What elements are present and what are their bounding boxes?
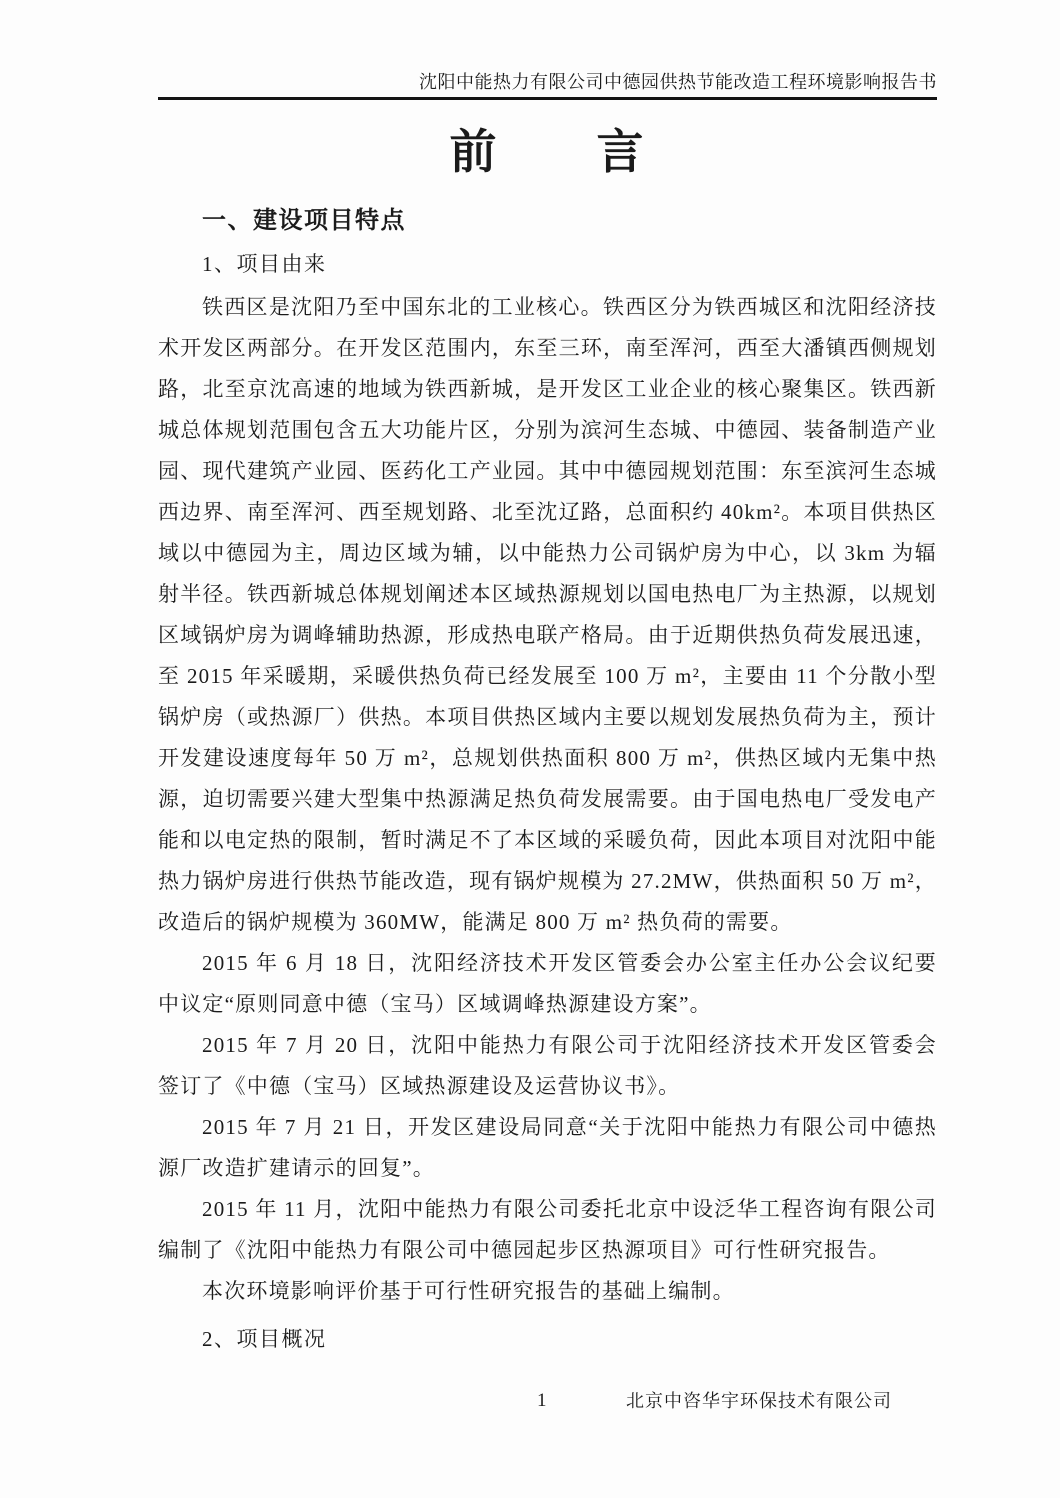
body-paragraph-6: 本次环境影响评价基于可行性研究报告的基础上编制。 — [202, 1279, 735, 1303]
page-title: 前 言 — [449, 127, 646, 179]
body-paragraph-2: 2015 年 6 月 18 日，沈阳经济技术开发区管委会办公室主任办公会议纪要中议定“原则同意中德（宝马）区域调峰热源建设方案”。 — [158, 951, 937, 1016]
body-paragraph-5: 2015 年 11 月，沈阳中能热力有限公司委托北京中设泛华工程咨询有限公司编制了《沈阳中能热力有限公司中德园起步区热源项目》可行性研究报告。 — [158, 1197, 937, 1262]
subsection-heading-1: 1、项目由来 — [202, 252, 327, 276]
header-divider — [158, 97, 937, 100]
page-header — [158, 0, 937, 100]
running-header-title: 沈阳中能热力有限公司中德园供热节能改造工程环境影响报告书 — [419, 72, 937, 92]
footer-company-name: 北京中咨华宇环保技术有限公司 — [626, 1391, 892, 1411]
body-paragraph-4: 2015 年 7 月 21 日，开发区建设局同意“关于沈阳中能热力有限公司中德热源厂改造扩建请示的回复”。 — [158, 1115, 937, 1180]
body-paragraph-3: 2015 年 7 月 20 日，沈阳中能热力有限公司于沈阳经济技术开发区管委会签订了《中德（宝马）区域热源建设及运营协议书》。 — [158, 1033, 937, 1098]
subsection-heading-2: 2、项目概况 — [202, 1327, 327, 1351]
body-paragraph-1: 铁西区是沈阳乃至中国东北的工业核心。铁西区分为铁西城区和沈阳经济技术开发区两部分。在开发区范围内，东至三环，南至浑河，西至大潘镇西侧规划路，北至京沈高速的地域为铁西新城，是开发区工业企业的核心聚集区。铁西新城总体规划范围包含五大功能片区，分别为滨河生态城、中德园、装备制造产业园、现代建筑产业园、医药化工产业园。其中中德园规划范围：东至滨河生态城西边界、南至浑河、西至规划路、北至沈辽路，总面积约 40km²。本项目供热区域以中德园为主，周边区域为辅，以中能热力公司锅炉房为中心，以 3km 为辐射半径。铁西新城总体规划阐述本区域热源规划以国电热电厂为主热源，以规划区域锅炉房为调峰辅助热源，形成热电联产格局。由于近期供热负荷发展迅速，至 2015 年采暖期，采暖供热负荷已经发展至 100 万 m²，主要由 11 个分散小型锅炉房（或热源厂）供热。本项目供热区域内主要以规划发展热负荷为主，预计开发建设速度每年 50 万 m²，总规划供热面积 800 万 m²，供热区域内无集中热源，迫切需要兴建大型集中热源满足热负荷发展需要。由于国电热电厂受发电产能和以电定热的限制，暂时满足不了本区域的采暖负荷，因此本项目对沈阳中能热力锅炉房进行供热节能改造，现有锅炉规模为 27.2MW，供热面积 50 万 m²，改造后的锅炉规模为 360MW，能满足 800 万 m² 热负荷的需要。 — [158, 295, 937, 934]
section-heading: 一、建设项目特点 — [202, 208, 406, 234]
page-number: 1 — [537, 1390, 547, 1411]
